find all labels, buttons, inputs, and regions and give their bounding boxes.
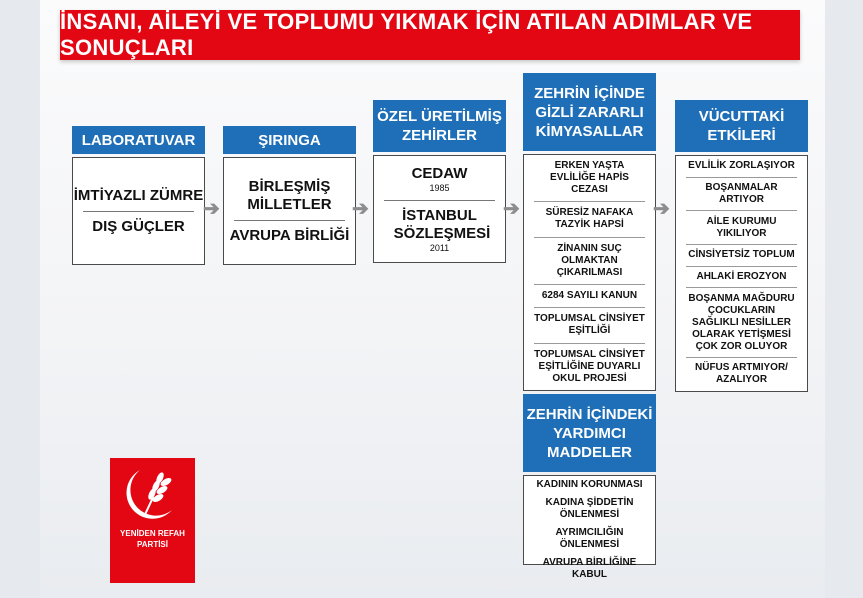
list-item: BOŞANMA MAĞDURU ÇOCUKLARIN SAĞLIKLI NESİLLER OLARAK YETİŞMESİ ÇOK ZOR OLUYOR [688,292,795,352]
item: DIŞ GÜÇLER [92,217,185,235]
divider [686,266,797,267]
helpers-header: ZEHRİN İÇİNDEKİ YARDIMCI MADDELER [523,394,656,472]
logo-text: YENİDEN REFAH PARTİSİ [120,529,185,549]
column-etkileri [675,100,808,392]
column-header: ZEHRİN İÇİNDE GİZLİ ZARARLI KİMYASALLAR [523,73,656,151]
divider [234,220,345,221]
column-header: LABORATUVAR [72,126,205,154]
list-item: 6284 SAYILI KANUN [541,290,638,302]
column-zehirler [373,100,506,263]
divider [534,284,645,285]
column-header: ÖZEL ÜRETİLMİŞ ZEHİRLER [373,100,506,152]
list-item: AVRUPA BİRLİĞİNE KABUL [542,557,637,580]
list-item: ZİNANIN SUÇ OLMAKTAN ÇIKARILMASI [556,242,623,278]
divider [534,307,645,308]
list-item: EVLİLİK ZORLAŞIYOR [688,160,795,172]
column-box [373,155,506,263]
divider [534,237,645,238]
divider [686,244,797,245]
column-laboratuvar [72,126,205,265]
arrow-icon: ➔ [203,198,220,220]
list-item: KADINA ŞİDDETİN ÖNLENMESİ [545,497,634,520]
column-header: ŞIRINGA [223,126,356,154]
crescent-wheat-icon [110,458,195,528]
item: BİRLEŞMİŞ MİLLETLER [247,177,332,213]
item: İMTİYAZLI ZÜMRE [73,186,204,204]
divider [534,343,645,344]
arrow-icon: ➔ [352,198,369,220]
item-year: 1985 [429,182,450,193]
page-title: İNSANI, AİLEYİ VE TOPLUMU YIKMAK İÇİN ATILAN ADIMLAR VE SONUÇLARI [60,10,800,60]
list-item: CİNSİYETSİZ TOPLUM [688,249,795,261]
column-kimyasallar [523,73,656,580]
arrow-icon: ➔ [503,198,520,220]
list-item: BOŞANMALAR ARTIYOR [705,182,778,206]
list-item: AİLE KURUMU YIKILIYOR [706,215,777,239]
column-box [675,155,808,392]
divider [83,211,194,212]
column-box [72,157,205,265]
list-item: ERKEN YAŞTA EVLİLİĞE HAPİS CEZASI [550,160,629,196]
list-item: AHLAKİ EROZYON [696,271,787,283]
helpers-box [523,475,656,580]
column-box [223,157,356,265]
column-header: VÜCUTTAKİ ETKİLERİ [675,100,808,152]
divider [534,201,645,202]
list-item: KADININ KORUNMASI [536,479,643,490]
column-box [523,154,656,391]
list-item: SÜRESİZ NAFAKA TAZYİK HAPSİ [545,207,634,231]
divider [384,200,495,201]
column-siringa [223,126,356,265]
item-name: CEDAW [411,164,468,182]
divider [686,287,797,288]
list-item: NÜFUS ARTMIYOR/ AZALIYOR [695,362,788,386]
party-logo [110,458,195,583]
arrow-icon: ➔ [653,198,670,220]
item: AVRUPA BİRLİĞİ [229,226,350,244]
list-item: TOPLUMSAL CİNSİYET EŞİTLİĞİNE DUYARLI OKUL PROJESİ [534,348,645,384]
divider [686,210,797,211]
list-item: AYRIMCILIĞIN ÖNLENMESİ [555,527,624,550]
divider [686,357,797,358]
list-item: TOPLUMSAL CİNSİYET EŞİTLİĞİ [534,313,645,337]
divider [686,177,797,178]
item-year: 2011 [429,242,450,253]
item-name: İSTANBUL SÖZLEŞMESİ [393,206,491,242]
